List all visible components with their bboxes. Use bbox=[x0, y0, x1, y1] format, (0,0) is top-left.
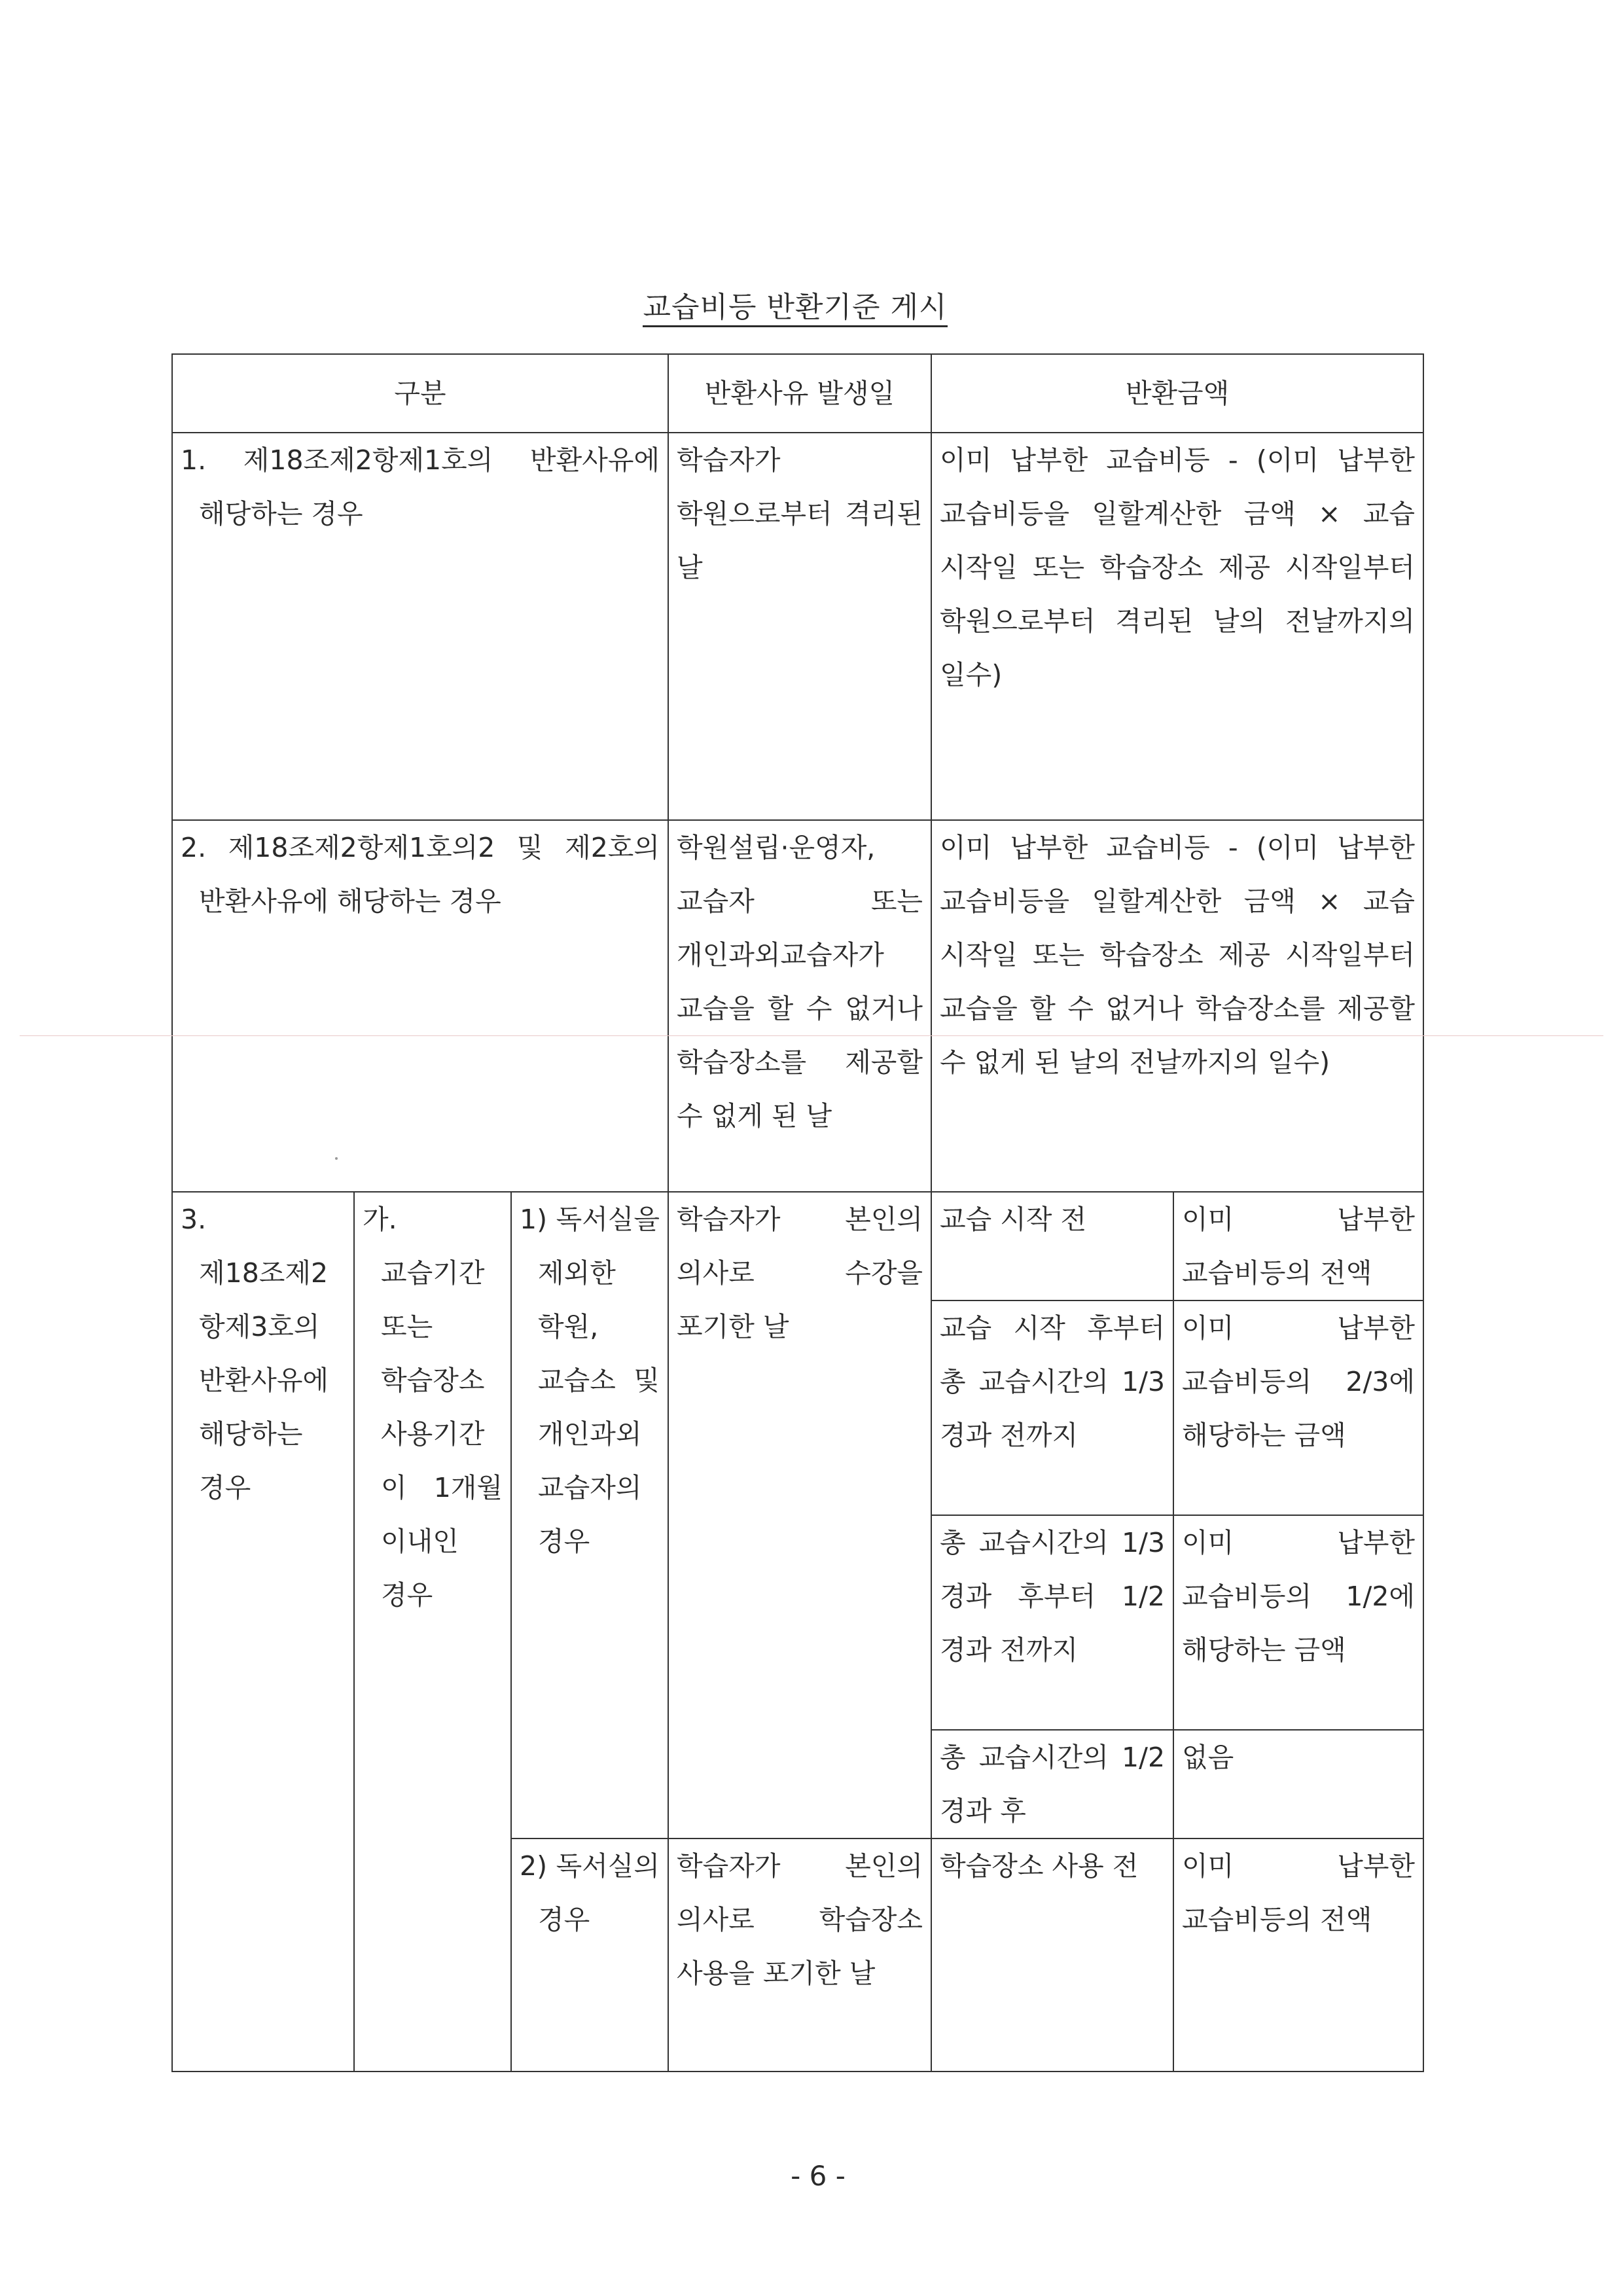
table-row-3a bbox=[172, 1192, 1423, 1300]
refund-criteria-table bbox=[171, 353, 1424, 2072]
row3-case1-period-4: 총 교습시간의 1/2 경과 후 bbox=[931, 1730, 1173, 1839]
header-date: 반환사유 발생일 bbox=[668, 354, 931, 433]
row3-category-text: 3. 제18조제2항제3호의 반환사유에 해당하는 경우 bbox=[181, 1204, 329, 1503]
header-amount: 반환금액 bbox=[931, 354, 1423, 433]
row3-case1-period-1: 교습 시작 전 bbox=[931, 1192, 1173, 1300]
table-row-1 bbox=[172, 433, 1423, 820]
page-number: - 6 - bbox=[791, 2160, 846, 2192]
scan-artifact-line bbox=[20, 1035, 1603, 1036]
row3-case1-period-3: 총 교습시간의 1/3 경과 후부터 1/2 경과 전까지 bbox=[931, 1515, 1173, 1730]
row3-case2-date: 학습자가 본인의 의사로 학습장소 사용을 포기한 날 bbox=[668, 1839, 931, 2072]
row3-case1-amount-3: 이미 납부한 교습비등의 1/2에 해당하는 금액 bbox=[1173, 1515, 1423, 1730]
header-category: 구분 bbox=[172, 354, 668, 433]
row3-case1-period-2: 교습 시작 후부터 총 교습시간의 1/3 경과 전까지 bbox=[931, 1300, 1173, 1515]
row3-case2-label bbox=[511, 1839, 668, 2072]
row1-date: 학습자가 학원으로부터 격리된 날 bbox=[668, 433, 931, 820]
row3-case1-date: 학습자가 본인의 의사로 수강을 포기한 날 bbox=[668, 1192, 931, 1839]
row3-sub-category-text: 가. 교습기간 또는 학습장소 사용기간이 1개월 이내인 경우 bbox=[363, 1204, 503, 1611]
row3-case1-amount-2: 이미 납부한 교습비등의 2/3에 해당하는 금액 bbox=[1173, 1300, 1423, 1515]
row3-category bbox=[172, 1192, 354, 2072]
row2-category-text: 2. 제18조제2항제1호의2 및 제2호의 반환사유에 해당하는 경우 bbox=[181, 832, 660, 917]
row1-amount: 이미 납부한 교습비등 - (이미 납부한 교습비등을 일할계산한 금액 × 교습 시작일 또는 학습장소 제공 시작일부터 학원으로부터 격리된 날의 전날까지의 일수) bbox=[931, 433, 1423, 820]
row3-case1-amount-4: 없음 bbox=[1173, 1730, 1423, 1839]
row2-date: 학원설립·운영자, 교습자 또는 개인과외교습자가 교습을 할 수 없거나 학습장소를 제공할 수 없게 된 날 bbox=[668, 820, 931, 1192]
document-title bbox=[0, 288, 1590, 327]
row2-amount: 이미 납부한 교습비등 - (이미 납부한 교습비등을 일할계산한 금액 × 교습 시작일 또는 학습장소 제공 시작일부터 교습을 할 수 없거나 학습장소를 제공할 수 없게 된 날의 전날까지의 일수) bbox=[931, 820, 1423, 1192]
row3-case1-label bbox=[511, 1192, 668, 1839]
row3-case1-label-text: 1) 독서실을 제외한 학원, 교습소 및 개인과외 교습자의 경우 bbox=[520, 1204, 660, 1557]
row3-case2-period: 학습장소 사용 전 bbox=[931, 1839, 1173, 2072]
row2-category bbox=[172, 820, 668, 1192]
row3-case2-amount: 이미 납부한 교습비등의 전액 bbox=[1173, 1839, 1423, 2072]
row1-category bbox=[172, 433, 668, 820]
scan-artifact-dot bbox=[335, 1157, 338, 1160]
table-row-2 bbox=[172, 820, 1423, 1192]
document-title-text: 교습비등 반환기준 게시 bbox=[643, 291, 947, 327]
row3-sub-category bbox=[354, 1192, 511, 2072]
row1-category-text: 1. 제18조제2항제1호의 반환사유에 해당하는 경우 bbox=[181, 444, 660, 529]
header-row bbox=[172, 354, 1423, 433]
row3-case1-amount-1: 이미 납부한 교습비등의 전액 bbox=[1173, 1192, 1423, 1300]
row3-case2-label-text: 2) 독서실의 경우 bbox=[520, 1850, 660, 1935]
